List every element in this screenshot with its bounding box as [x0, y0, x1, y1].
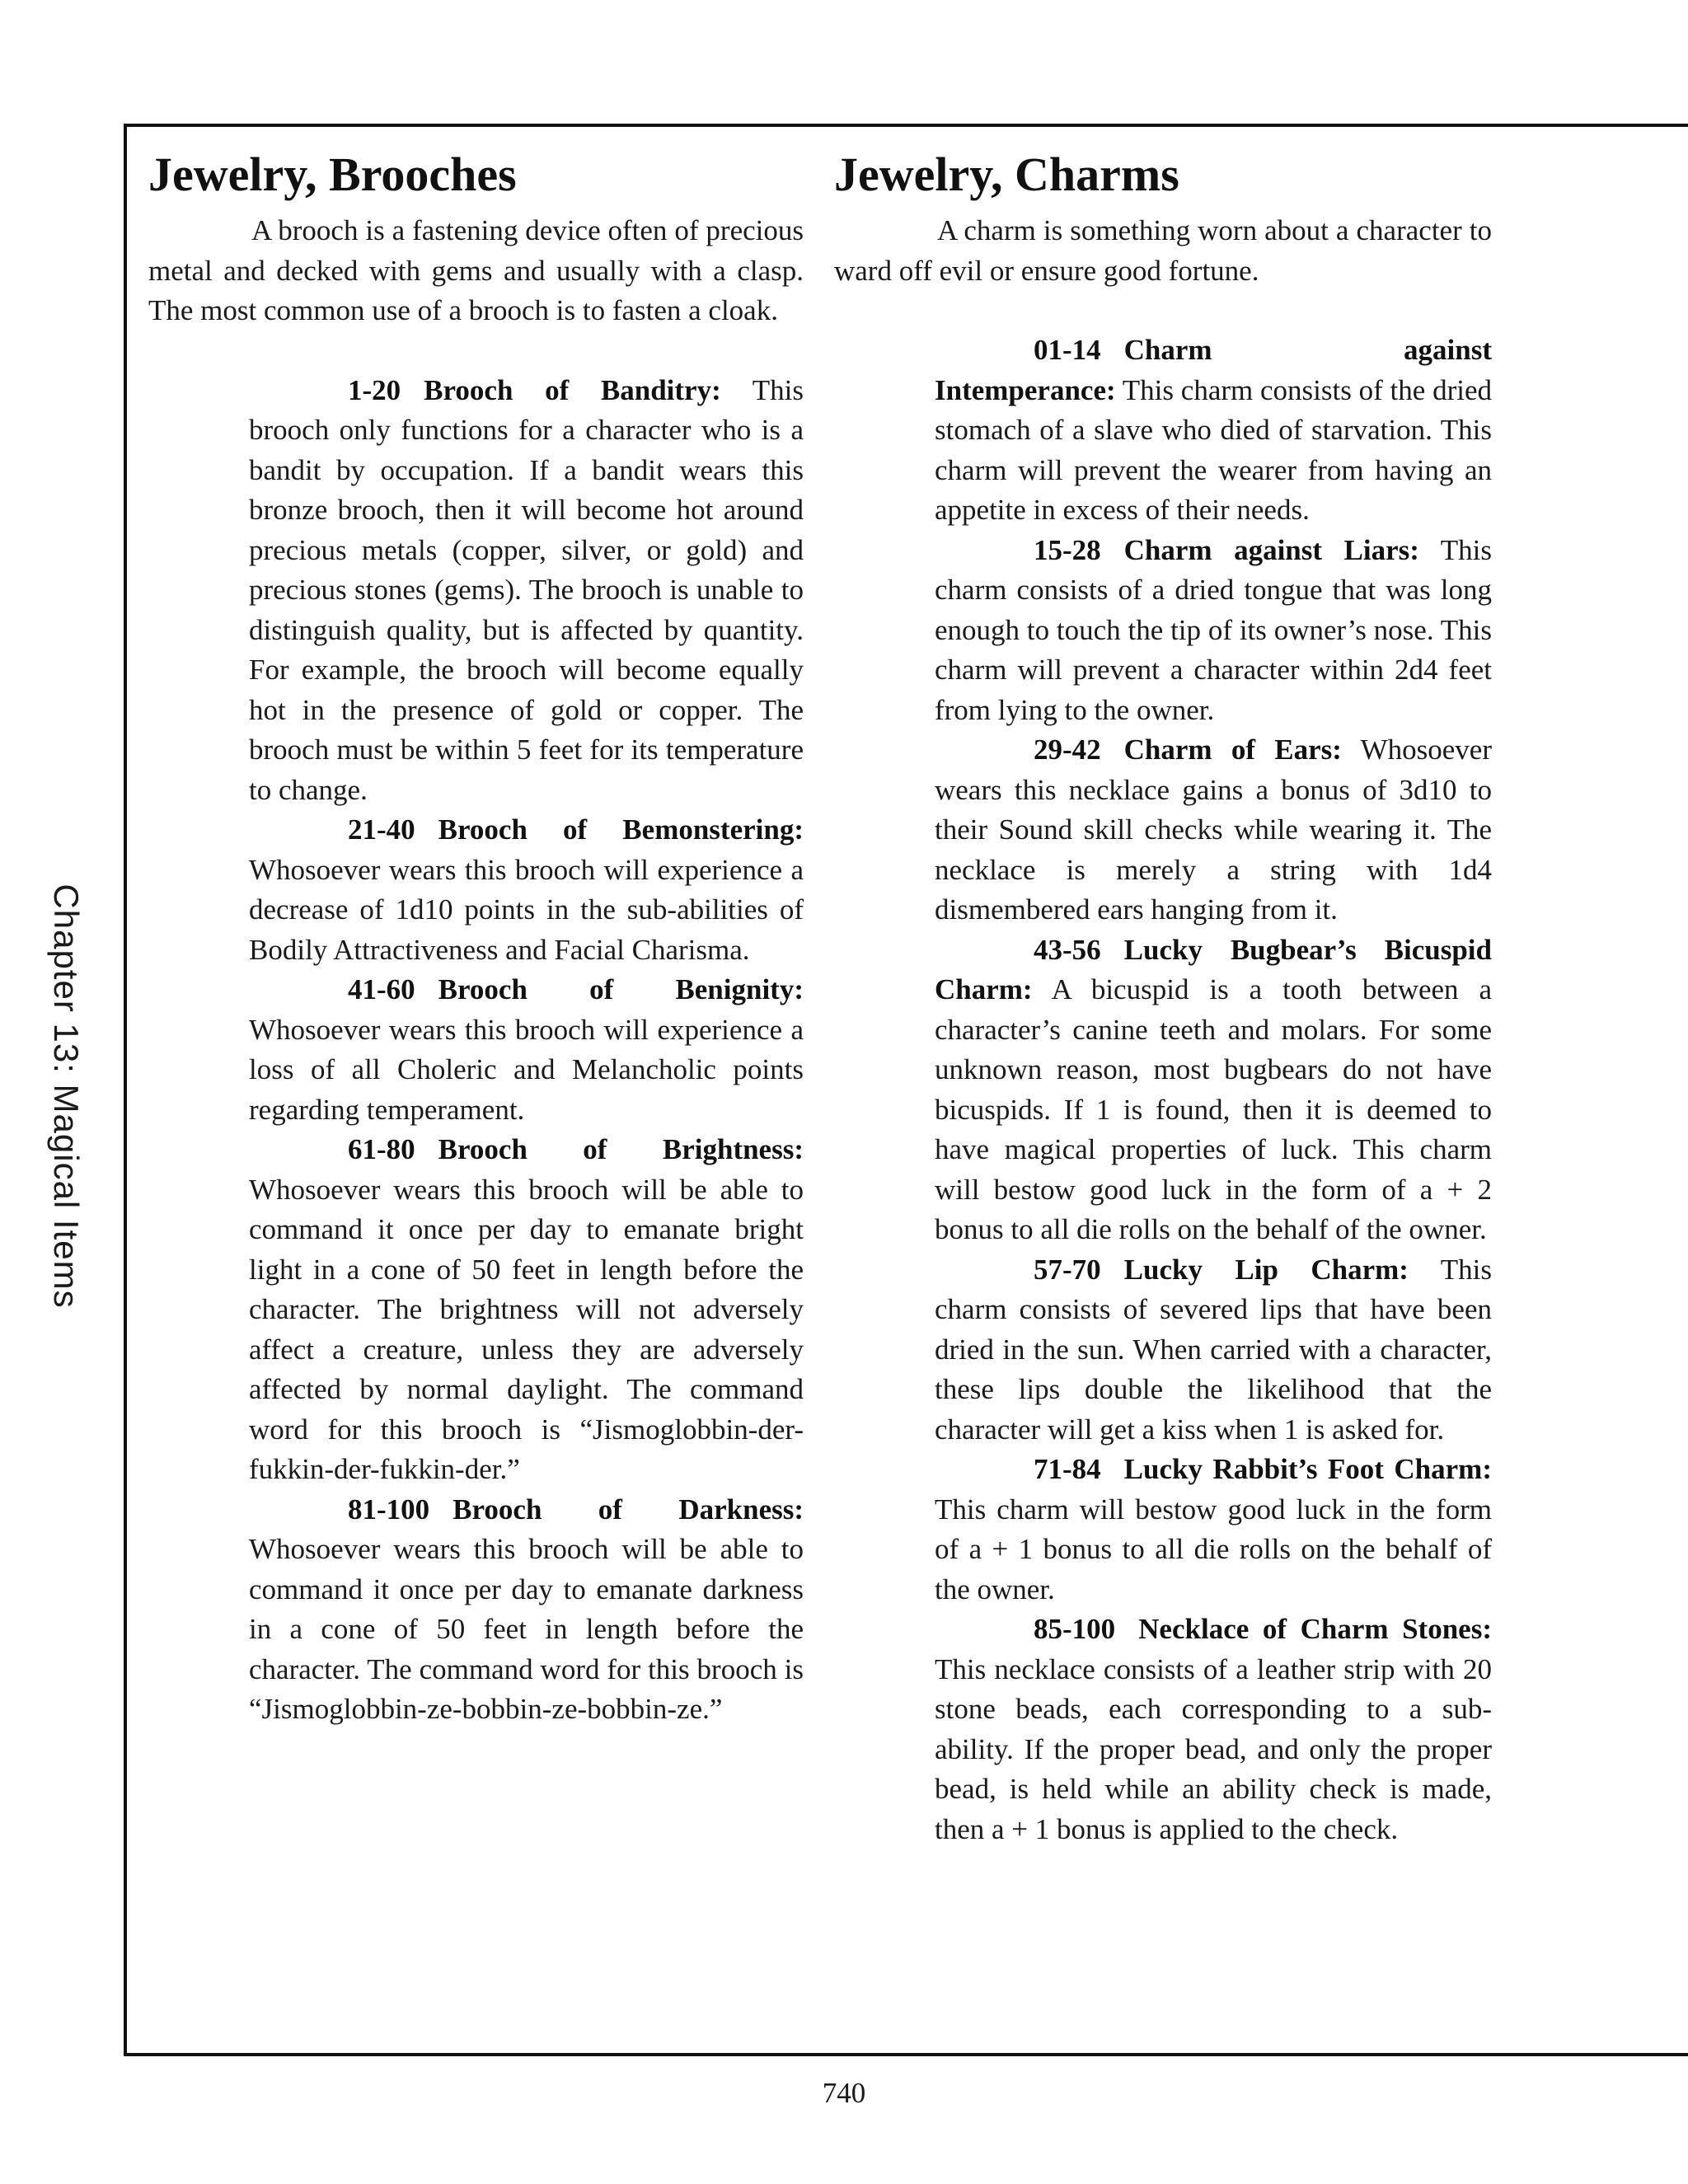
entry-name: Brooch of Benignity: [438, 973, 804, 1005]
brooch-entry [249, 970, 804, 1130]
entry-code: 57-70 [1034, 1253, 1101, 1286]
entry-text: Whosoever wears this brooch will experience a loss of all Choleric and Melancholic points regarding temperament. [249, 1013, 804, 1126]
charm-entry [935, 330, 1492, 531]
entry-code: 41-60 [348, 973, 415, 1005]
entry-name: Lucky Lip Charm: [1123, 1253, 1409, 1286]
brooches-title: Jewelry, Brooches [148, 148, 517, 201]
entry-name: Charm of Ears: [1123, 733, 1342, 766]
entry-name: Charm against Liars: [1123, 533, 1419, 566]
entry-name: Brooch of Banditry: [424, 373, 721, 406]
charms-intro: A charm is something worn about a character to ward off evil or ensure good fortune. [834, 214, 1492, 287]
charms-entries [935, 330, 1492, 1849]
entry-code: 15-28 [1034, 533, 1101, 566]
entry-code: 85-100 [1034, 1613, 1116, 1645]
entry-code: 21-40 [348, 813, 415, 846]
charm-entry [935, 930, 1492, 1250]
brooch-entry [249, 1490, 804, 1730]
entry-name: Brooch of Darkness: [452, 1493, 804, 1526]
entry-text: This charm will bestow good luck in the form of a + 1 bonus to all die rolls on the behalf of the owner. [935, 1493, 1492, 1605]
charms-column [834, 147, 1492, 1849]
charm-entry [935, 1450, 1492, 1610]
charm-entry [935, 730, 1492, 930]
entry-code: 81-100 [348, 1493, 430, 1526]
entry-name: Necklace of Charm Stones: [1138, 1613, 1492, 1645]
chapter-side-label: Chapter 13: Magical Items [47, 883, 86, 1309]
entry-text: This charm consists of severed lips that have been dried in the sun. When carried with a character, these lips double the likelihood that the character will get a kiss when 1 is asked for. [935, 1253, 1492, 1446]
entry-text: Whosoever wears this brooch will be able to command it once per day to emanate bright light in a cone of 50 feet in length before the character. The brightness will not adversely affect a creature, unless they are adversely affected by normal daylight. The command word for this brooch is “Jismoglobbin-der-fukkin-der-fukkin-der.” [249, 1173, 804, 1485]
entry-text: This necklace consists of a leather strip with 20 stone beads, each corresponding to a sub-ability. If the proper bead, and only the proper bead, is held while an ability check is made, then a + 1 bonus is applied to the check. [935, 1652, 1492, 1845]
entry-code: 01-14 [1034, 334, 1101, 366]
entry-name: Lucky Bugbear’s Bicuspid Charm: [935, 933, 1492, 1005]
brooch-entry [249, 371, 804, 811]
entry-text: A bicuspid is a tooth between a character’s canine teeth and molars. For some unknown reason, most bugbears do not have bicuspids. If 1 is found, then it is deemed to have magical properties of luck. This charm will bestow good luck in the form of a + 2 bonus to all die rolls on the behalf of the owner. [935, 973, 1492, 1245]
page-number: 740 [822, 2077, 866, 2109]
entry-text: Whosoever wears this brooch will be able to command it once per day to emanate darkness in a cone of 50 feet in length before the character. The command word for this brooch is “Jismoglobbin-ze-bobbin-ze-bobbin-ze.” [249, 1533, 804, 1725]
charm-entry [935, 1250, 1492, 1451]
entry-text: Whosoever wears this necklace gains a bonus of 3d10 to their Sound skill checks while wearing it. The necklace is merely a string with 1d4 dismembered ears hanging from it. [935, 733, 1492, 926]
entry-code: 61-80 [348, 1133, 415, 1165]
brooches-intro: A brooch is a fastening device often of precious metal and decked with gems and usually with a clasp. The most common use of a brooch is to fasten a cloak. [148, 214, 804, 326]
entry-text: This charm consists of the dried stomach of a slave who died of starvation. This charm will prevent the wearer from having an appetite in excess of their needs. [935, 373, 1492, 526]
entry-name: Brooch of Bemonstering: [438, 813, 804, 846]
brooch-entry [249, 810, 804, 970]
entry-text: This charm consists of a dried tongue that was long enough to touch the tip of its owner’s nose. This charm will prevent a character within 2d4 feet from lying to the owner. [935, 533, 1492, 726]
entry-code: 71-84 [1034, 1453, 1101, 1485]
brooches-column [148, 147, 804, 1730]
entry-name: Brooch of Brightness: [438, 1133, 804, 1165]
brooches-entries [249, 371, 804, 1730]
entry-text: Whosoever wears this brooch will experience a decrease of 1d10 points in the sub-abilities of Bodily Attractiveness and Facial Charisma. [249, 853, 804, 966]
entry-name: Charm against Intemperance: [935, 334, 1492, 406]
entry-code: 43-56 [1034, 933, 1101, 966]
entry-name: Lucky Rabbit’s Foot Charm: [1123, 1453, 1492, 1485]
entry-text: This brooch only functions for a character who is a bandit by occupation. If a bandit wears this bronze brooch, then it will become hot around precious metals (copper, silver, or gold) and precious stones (gems). The brooch is unable to distinguish quality, but is affected by quantity. For example, the brooch will become equally hot in the presence of gold or copper. The brooch must be within 5 feet for its temperature to change. [249, 373, 804, 806]
entry-code: 29-42 [1034, 733, 1101, 766]
charms-title: Jewelry, Charms [834, 148, 1179, 201]
charm-entry [935, 1610, 1492, 1849]
entry-code: 1-20 [348, 373, 401, 406]
charm-entry [935, 531, 1492, 731]
brooch-entry [249, 1130, 804, 1490]
